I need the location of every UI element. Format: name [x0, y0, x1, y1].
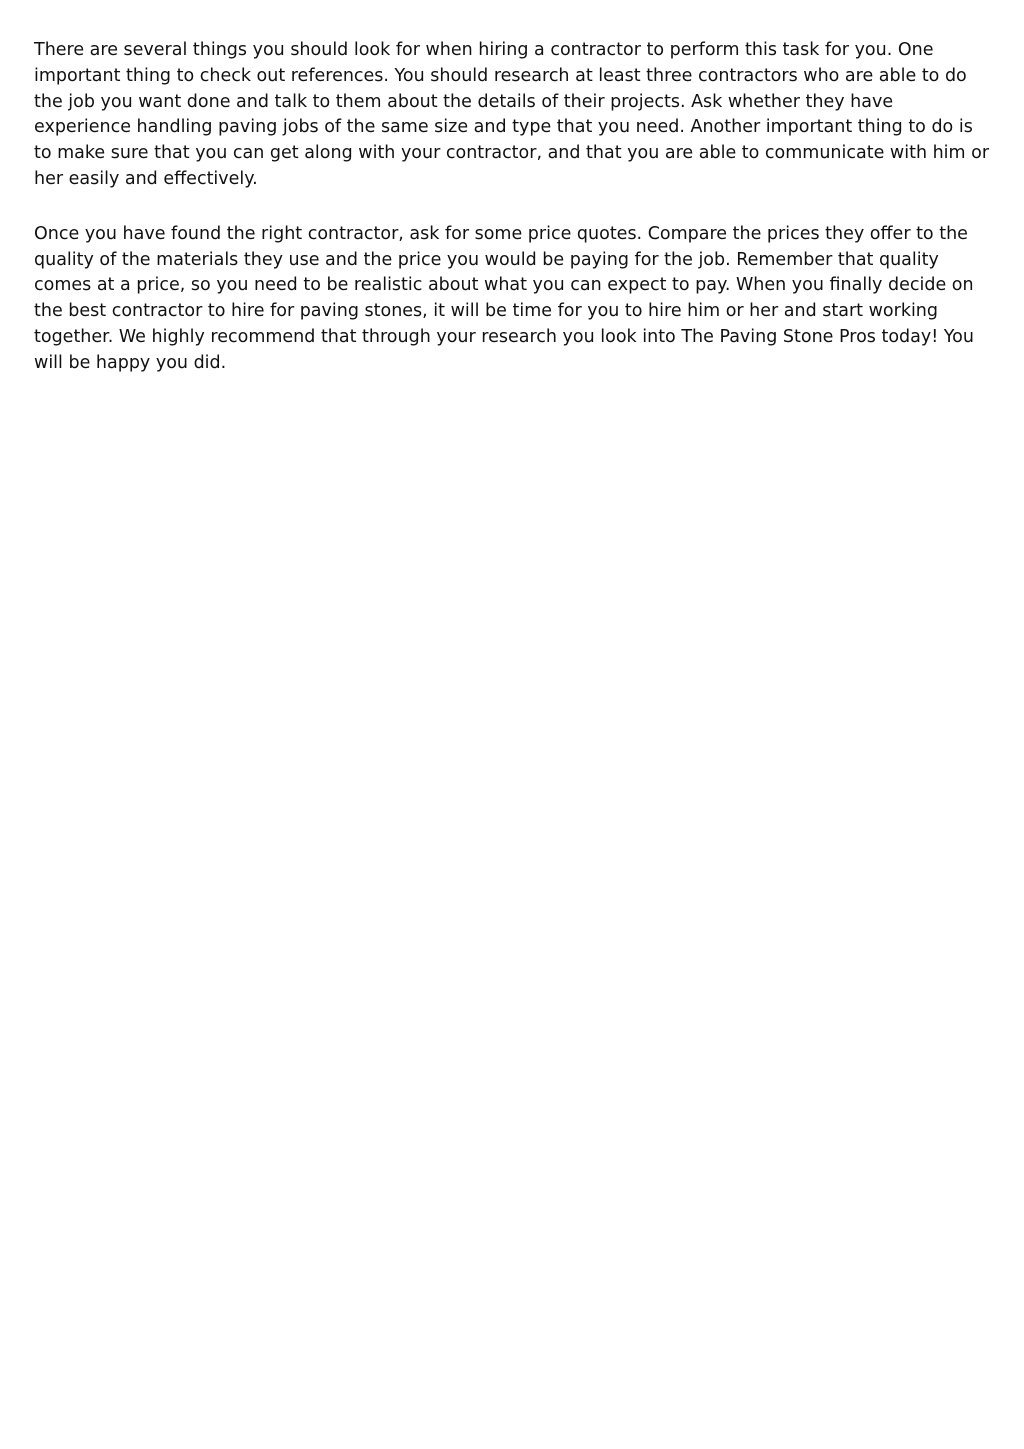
paragraph-hiring-tips: There are several things you should look for when hiring a contractor to perform this task for you. One important thing to check out references. You should research at least three contractors who are able to do the job you want done and talk to them about the details of their projects. Ask whether they have experience handling paving jobs of the same size and type that you need. Another important thing to do is to make sure that you can get along with your contractor, and that you are able to communicate with him or her easily and effectively. — [34, 40, 990, 189]
paragraph-price-quotes: Once you have found the right contractor, ask for some price quotes. Compare the prices they offer to the quality of the materials they use and the price you would be paying for the job. Remember that quality comes at a price, so you need to be realistic about what you can expect to pay. When you finally decide on the best contractor to hire for paving stones, it will be time for you to hire him or her and start working together. We highly recommend that through your research you look into The Paving Stone Pros today! You will be happy you did. — [34, 223, 974, 373]
document-page — [34, 38, 990, 377]
